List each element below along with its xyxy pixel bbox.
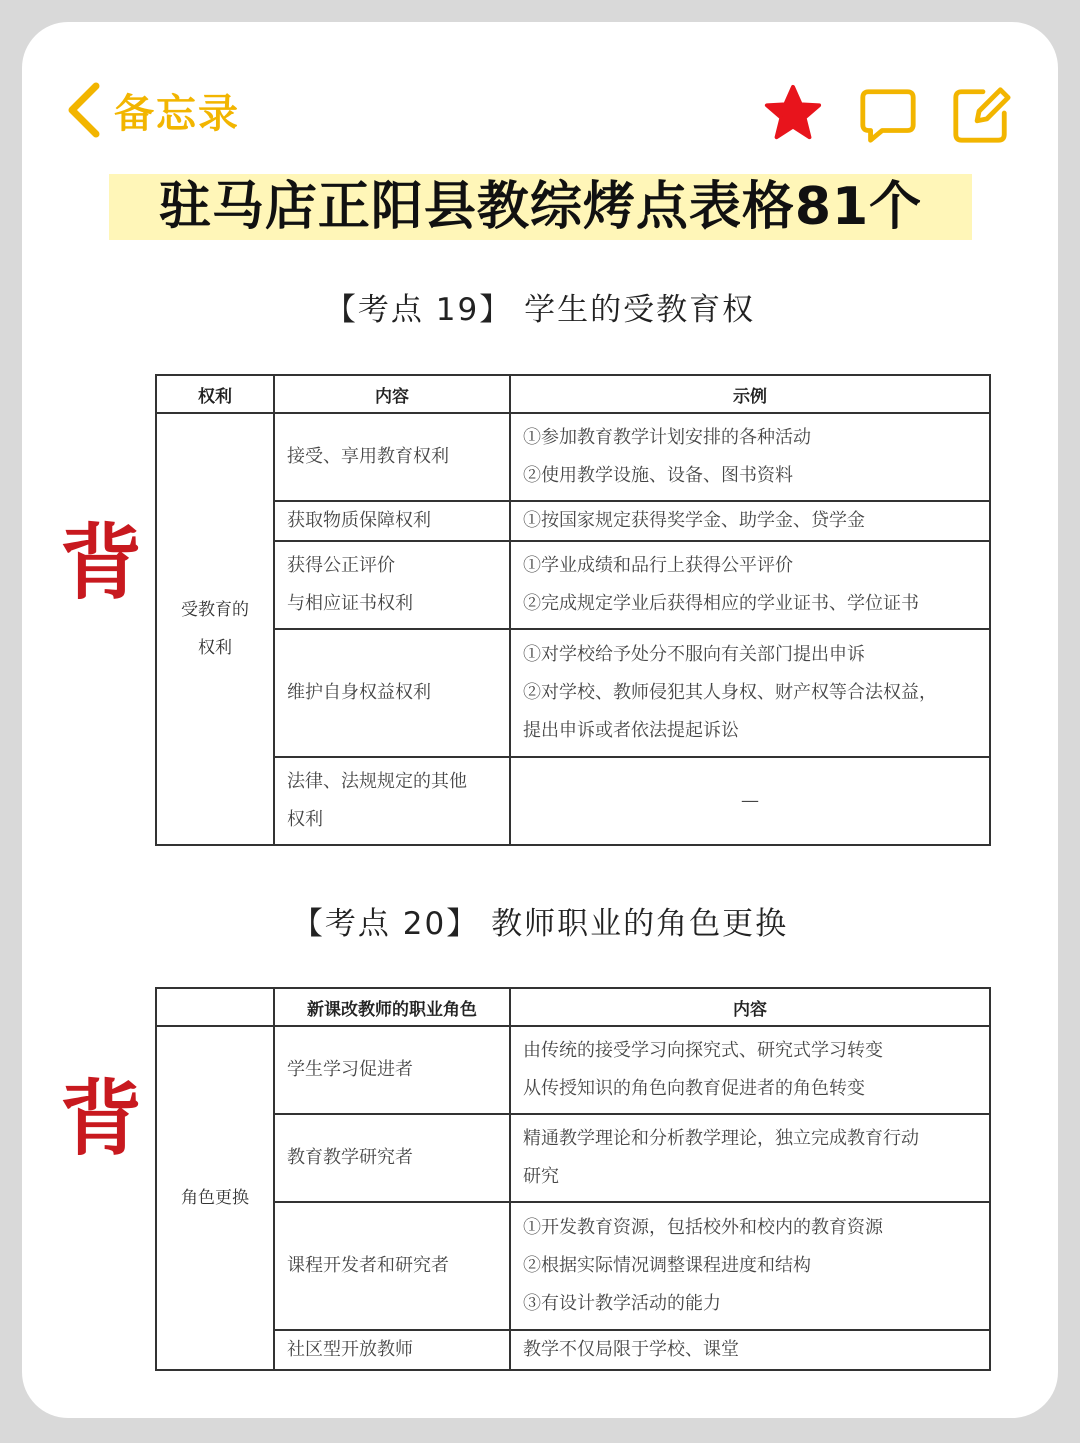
content-cell: [274, 1114, 510, 1202]
cell-line: 研究: [523, 1166, 559, 1187]
cell-line: ①学业成绩和品行上获得公平评价: [523, 555, 793, 576]
cell-line: ②对学校、教师侵犯其人身权、财产权等合法权益，: [523, 682, 937, 703]
column-header: 内容: [510, 988, 990, 1026]
star-icon: [762, 82, 824, 144]
cell-line: 从传授知识的角色向教育促进者的角色转变: [523, 1078, 865, 1099]
back-label: 备忘录: [114, 90, 240, 137]
content-cell: [274, 629, 510, 757]
memorize-stamp: 背: [60, 515, 143, 611]
column-header: 新课改教师的职业角色: [274, 988, 510, 1026]
table-row: [156, 1114, 990, 1202]
column-header: 权利: [156, 375, 274, 413]
back-button[interactable]: [64, 80, 240, 140]
content-cell: [274, 1202, 510, 1330]
cell-line: 权利: [287, 809, 323, 830]
example-cell: [510, 1026, 990, 1114]
edit-button[interactable]: [950, 84, 1012, 146]
table-row: [156, 1202, 990, 1330]
content-cell: [274, 1330, 510, 1370]
cell-line: ①对学校给予处分不服向有关部门提出申诉: [523, 644, 865, 665]
cell-line: 接受、享用教育权利: [287, 446, 449, 467]
category-line: 权利: [198, 638, 232, 658]
content-cell: [274, 757, 510, 845]
content-cell: [274, 541, 510, 629]
content-cell: [274, 501, 510, 541]
cell-line: ①开发教育资源，包括校外和校内的教育资源: [523, 1217, 883, 1238]
cell-line: 由传统的接受学习向探究式、研究式学习转变: [523, 1040, 883, 1061]
category-cell: [156, 413, 274, 845]
title-highlight: [109, 174, 972, 240]
example-cell: [510, 1330, 990, 1370]
example-cell: [510, 1202, 990, 1330]
example-cell: [510, 629, 990, 757]
cell-line: ②完成规定学业后获得相应的学业证书、学位证书: [523, 593, 919, 614]
cell-line: ①参加教育教学计划安排的各种活动: [523, 427, 811, 448]
column-header: 示例: [510, 375, 990, 413]
comment-button[interactable]: [857, 84, 919, 146]
table-row: [156, 413, 990, 501]
table-row: [156, 541, 990, 629]
cell-line: —: [741, 790, 759, 811]
section-heading-20: 【考点 20】 教师职业的角色更换: [291, 906, 789, 942]
cell-line: 教学不仅局限于学校、课堂: [523, 1339, 739, 1360]
cell-line: 维护自身权益权利: [287, 682, 431, 703]
category-cell: [156, 1026, 274, 1370]
cell-line: ②根据实际情况调整课程进度和结构: [523, 1255, 811, 1276]
table-row: [156, 629, 990, 757]
rights-table: [155, 374, 991, 846]
cell-line: 学生学习促进者: [287, 1059, 413, 1080]
category-line: 角色更换: [181, 1188, 249, 1208]
section-heading-19: 【考点 19】 学生的受教育权: [324, 292, 756, 328]
cell-line: 获得公正评价: [287, 555, 395, 576]
cell-line: 精通教学理论和分析教学理论，独立完成教育行动: [523, 1128, 919, 1149]
page-title: 驻马店正阳县教综烤点表格81个: [158, 177, 923, 237]
example-cell: [510, 413, 990, 501]
cell-line: 提出申诉或者依法提起诉讼: [523, 720, 739, 741]
cell-line: 与相应证书权利: [287, 593, 413, 614]
column-header: 内容: [274, 375, 510, 413]
note-card: [22, 22, 1058, 1418]
cell-line: 法律、法规规定的其他: [287, 771, 467, 792]
content-cell: [274, 413, 510, 501]
cell-line: ①按国家规定获得奖学金、助学金、贷学金: [523, 510, 865, 531]
star-button[interactable]: [762, 82, 824, 144]
example-cell: [510, 501, 990, 541]
cell-line: ②使用教学设施、设备、图书资料: [523, 465, 793, 486]
cell-line: ③有设计教学活动的能力: [523, 1293, 721, 1314]
table-header-row: [156, 988, 990, 1026]
comment-icon: [857, 84, 919, 146]
table-row: [156, 501, 990, 541]
table-row: [156, 1330, 990, 1370]
cell-line: 教育教学研究者: [287, 1147, 413, 1168]
category-line: 受教育的: [181, 600, 249, 620]
example-cell: [510, 757, 990, 845]
edit-icon: [950, 84, 1012, 146]
roles-table: [155, 987, 991, 1371]
example-cell: [510, 541, 990, 629]
memorize-stamp: 背: [60, 1071, 143, 1167]
cell-line: 课程开发者和研究者: [287, 1255, 449, 1276]
content-cell: [274, 1026, 510, 1114]
table-row: [156, 757, 990, 845]
cell-line: 获取物质保障权利: [287, 510, 431, 531]
chevron-left-icon: [64, 80, 104, 140]
table-header-row: [156, 375, 990, 413]
example-cell: [510, 1114, 990, 1202]
nav-bar: [22, 22, 1058, 172]
table-row: [156, 1026, 990, 1114]
cell-line: 社区型开放教师: [287, 1339, 413, 1360]
column-header: [156, 988, 274, 1026]
